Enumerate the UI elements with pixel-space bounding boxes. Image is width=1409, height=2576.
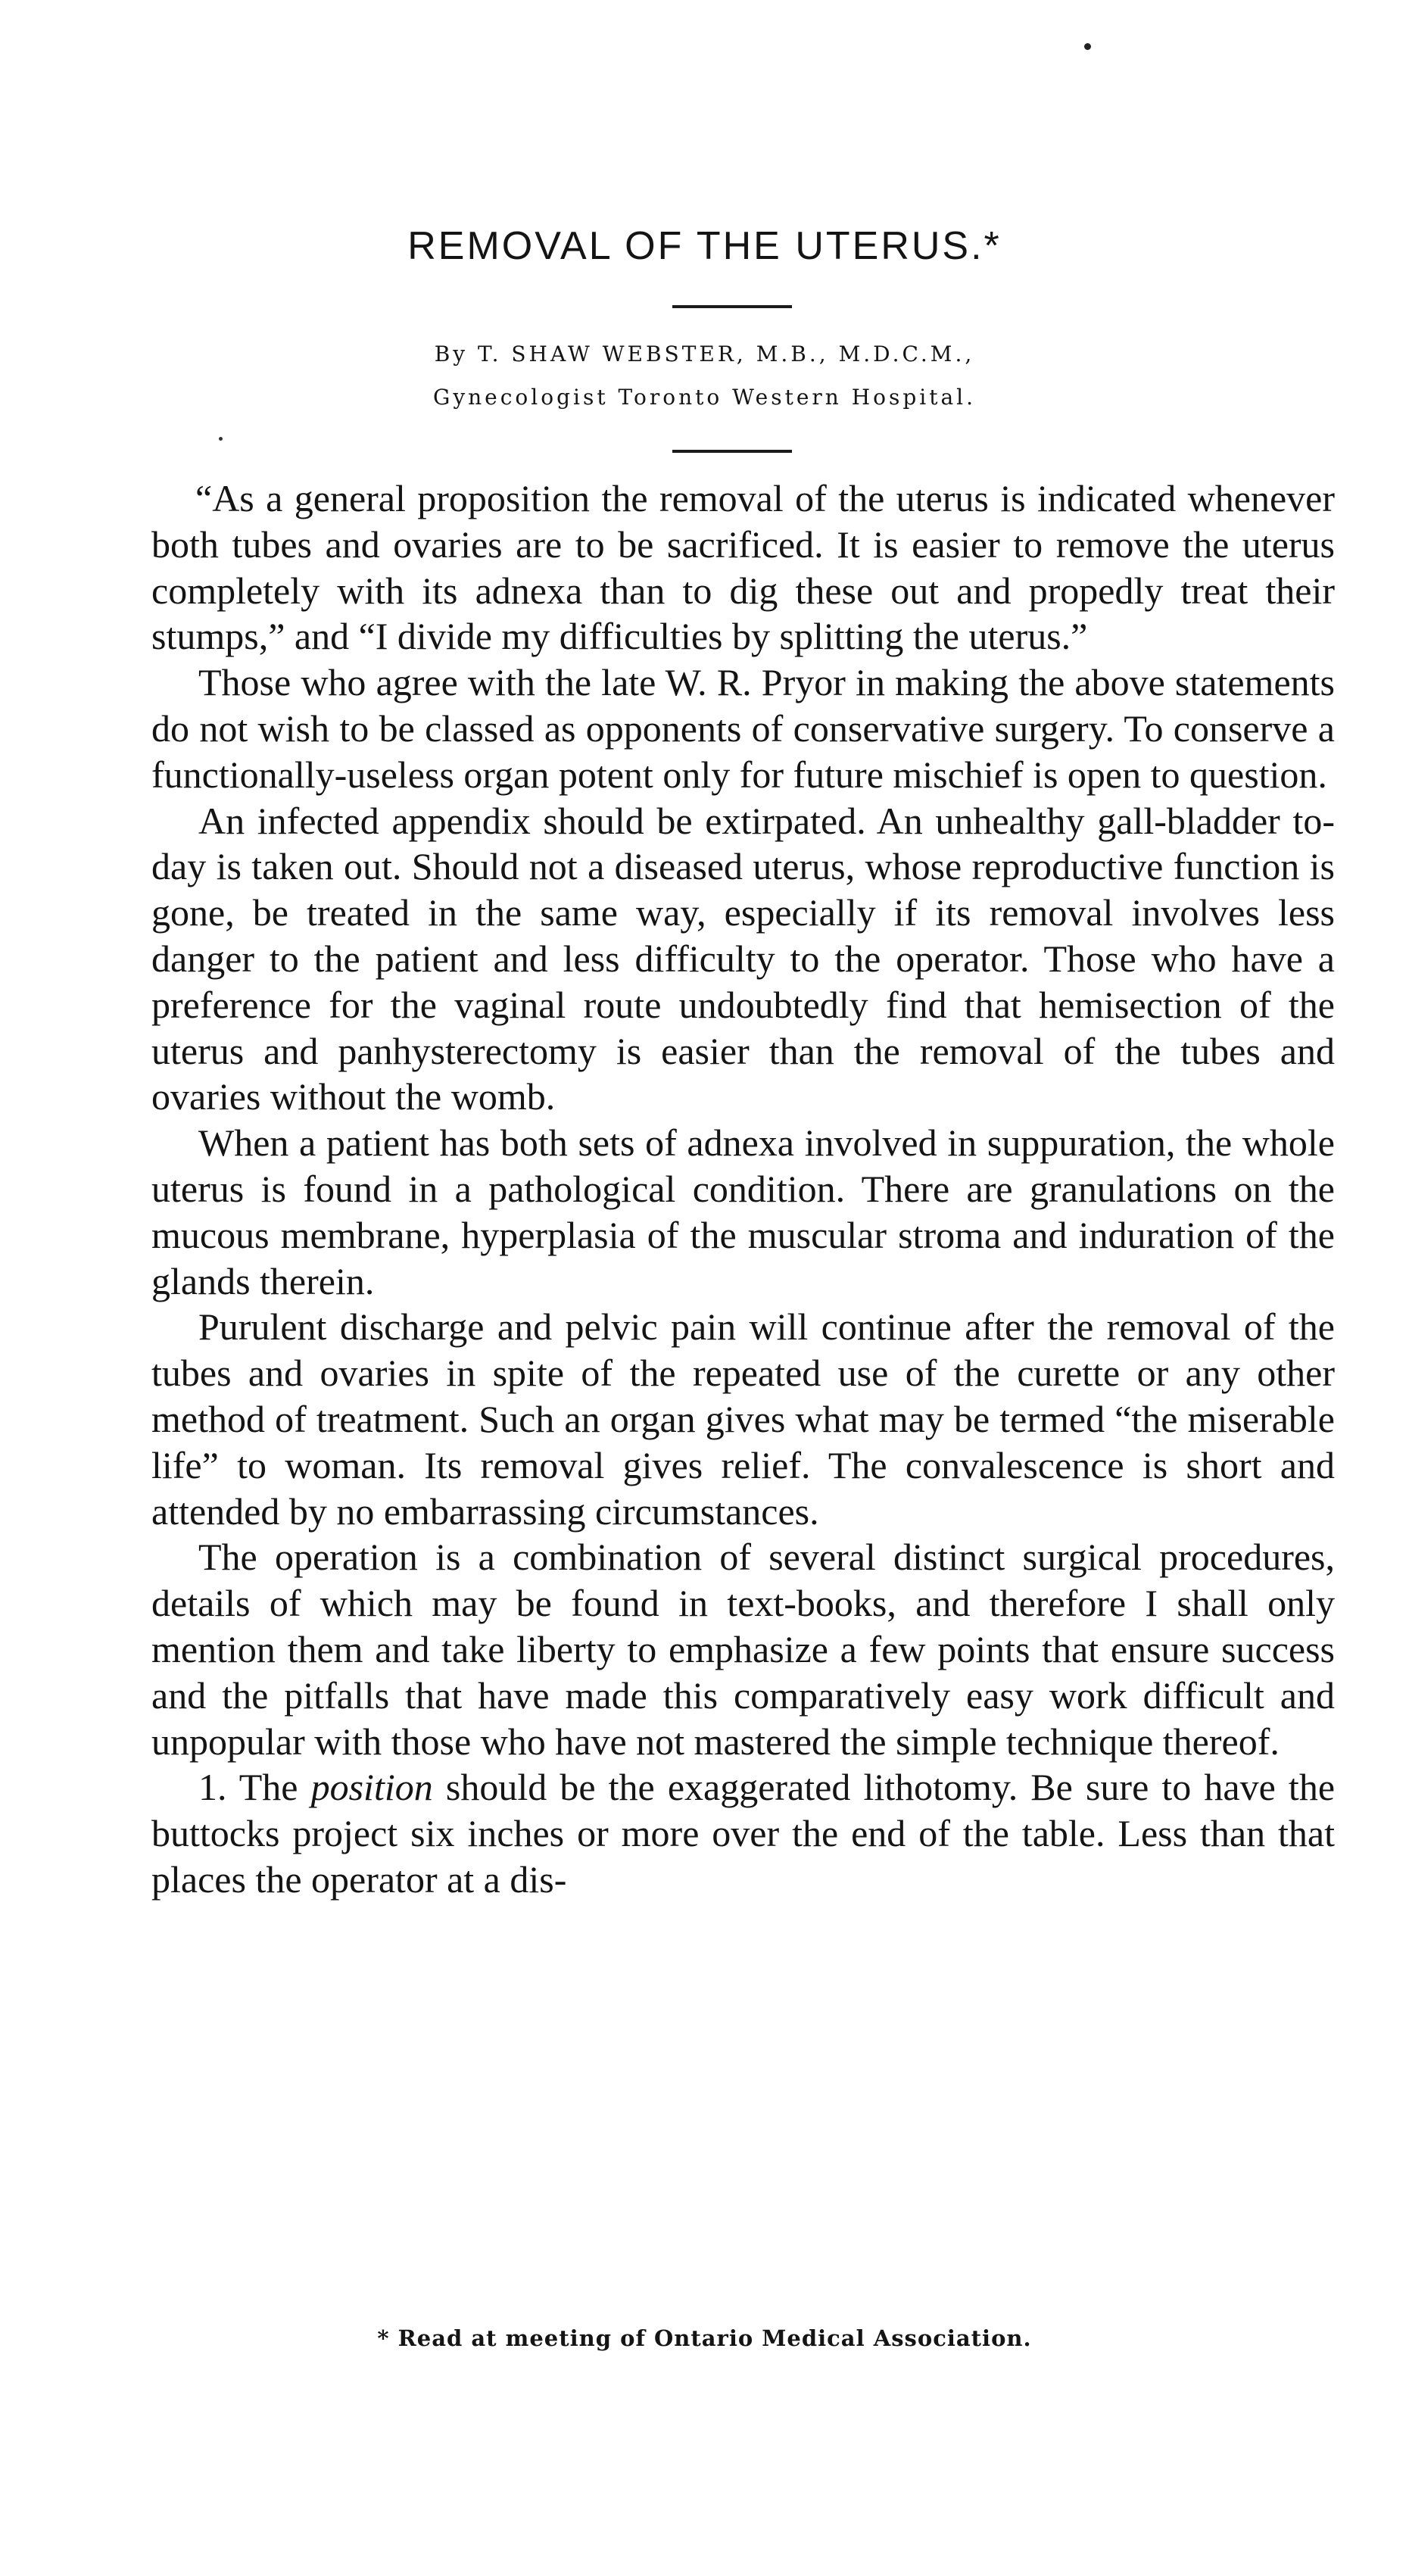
author-affiliation: Gynecologist Toronto Western Hospital. bbox=[432, 385, 977, 410]
paragraph: When a patient has both sets of adnexa involved in suppuration, the whole uterus is found in a pathological condition. There are granulations on the mucous membrane, hyperplasia of the muscular stroma and induration of the glands therein. bbox=[151, 1121, 1335, 1302]
item-number: 1. The bbox=[198, 1766, 298, 1809]
numbered-paragraph bbox=[151, 1764, 1335, 1902]
paragraph: Those who agree with the late W. R. Pryor in making the above statements do not wish to be classed as opponents of conservative surgery. To conserve a functionally-useless organ potent only for future mischief is open to question. bbox=[151, 661, 1335, 796]
item-text: should be the exaggerated lithotomy. Be sure to have the buttocks project six inches or more over the end of the table. Less than that places the operator at a dis- bbox=[151, 1766, 1336, 1901]
article-title: REMOVAL OF THE UTERUS.* bbox=[407, 224, 1002, 268]
author-byline: By T. SHAW WEBSTER, M.B., M.D.C.M., bbox=[434, 341, 975, 366]
byline-divider bbox=[672, 450, 792, 453]
paragraph: Purulent discharge and pelvic pain will continue after the removal of the tubes and ovaries in spite of the repeated use of the curette or any other method of treatment. Such an organ gives what may be termed “the miserable life” to woman. Its removal gives relief. The convalescence is short and attended by no embarrassing circumstances. bbox=[151, 1305, 1335, 1533]
footnote: * Read at meeting of Ontario Medical Association. bbox=[377, 2325, 1032, 2351]
print-speck bbox=[1084, 43, 1091, 50]
emphasized-term: position bbox=[310, 1766, 433, 1809]
paragraph: An infected appendix should be extirpated. An unhealthy gall-bladder to-day is taken out. Should not a diseased uterus, whose reproductive function is gone, be treated in the same way, especially if its removal involves less danger to the patient and less difficulty to the operator. Those who have a preference for the vaginal route undoubtedly find that hemisection of the uterus and panhysterectomy is easier than the removal of the tubes and ovaries without the womb. bbox=[151, 799, 1335, 1118]
title-divider bbox=[672, 305, 792, 308]
paragraph: The operation is a combination of several distinct surgical procedures, details of which may be found in text-books, and therefore I shall only mention them and take liberty to emphasize a few points that ensure success and the pitfalls that have made this comparatively easy work difficult and unpopular with those who have not mastered the simple technique thereof. bbox=[151, 1536, 1335, 1763]
print-speck bbox=[219, 437, 223, 441]
article-body bbox=[151, 476, 1335, 1903]
paragraph: “As a general proposition the removal of the uterus is indicated whenever both tubes and ovaries are to be sacrificed. It is easier to remove the uterus completely with its adnexa than to dig these out and propedly treat their stumps,” and “I divide my difficulties by splitting the uterus.” bbox=[151, 477, 1335, 658]
